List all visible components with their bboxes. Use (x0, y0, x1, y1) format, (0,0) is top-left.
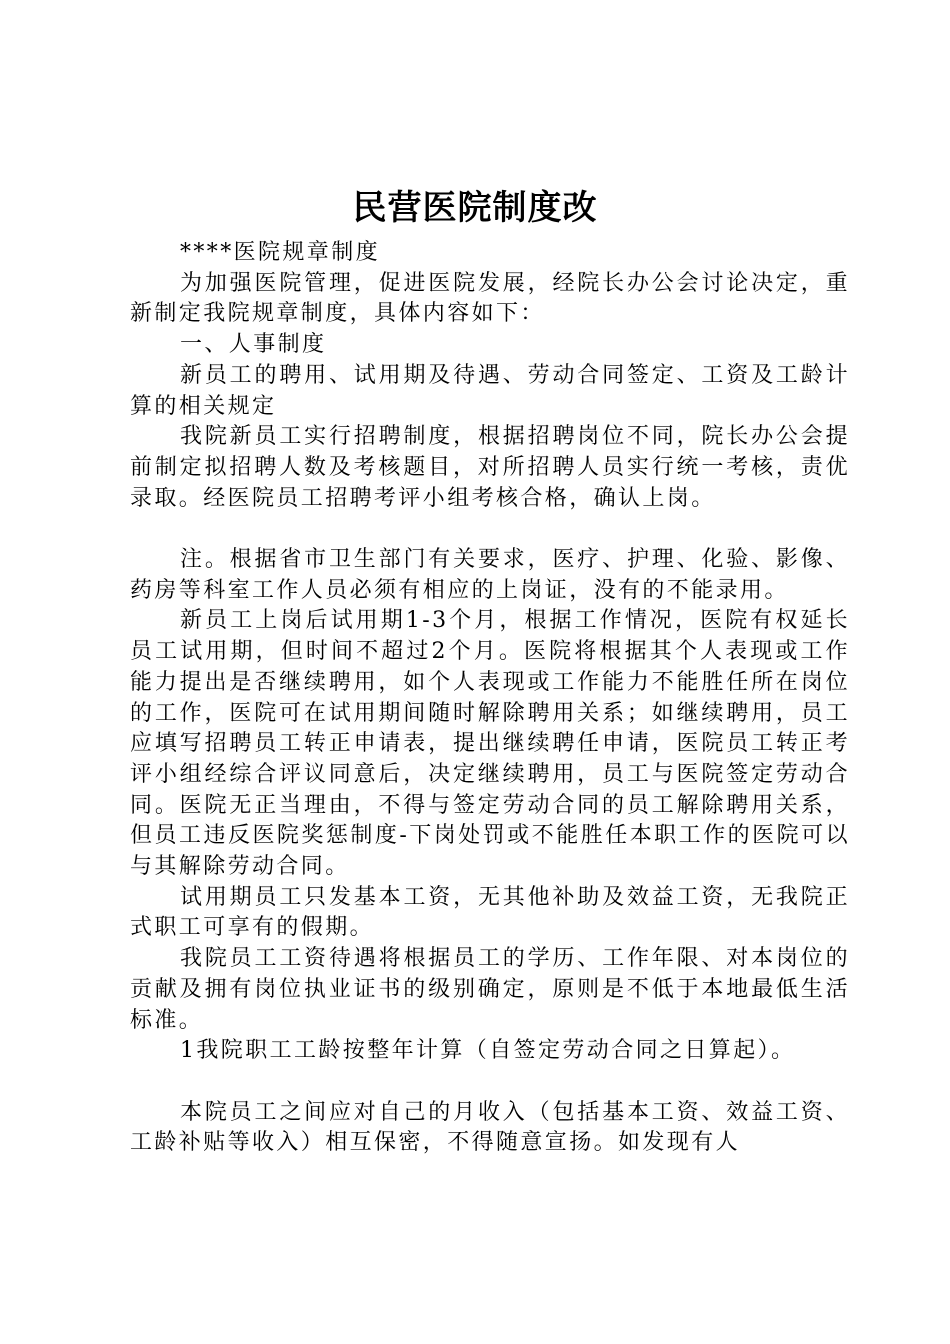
intro-paragraph: 为加强医院管理，促进医院发展，经院长办公会讨论决定，重新制定我院规章制度，具体内容如下： (130, 270, 850, 327)
body-paragraph: 我院新员工实行招聘制度，根据招聘岗位不同，院长办公会提前制定拟招聘人数及考核题目，对所招聘人员实行统一考核，责优录取。经医院员工招聘考评小组考核合格，确认上岗。 (130, 424, 850, 511)
section-heading: 一、人事制度 (180, 332, 327, 358)
subsection-heading: 新员工的聘用、试用期及待遇、劳动合同签定、工资及工龄计算的相关规定 (130, 362, 850, 419)
body-paragraph: 试用期员工只发基本工资，无其他补助及效益工资，无我院正式职工可享有的假期。 (130, 884, 850, 941)
document-body (130, 238, 850, 1159)
document-title: 民营医院制度改 (352, 188, 598, 228)
subtitle-paragraph: ****医院规章制度 (180, 240, 381, 265)
body-paragraph: 本院员工之间应对自己的月收入（包括基本工资、效益工资、工龄补贴等收入）相互保密，不得随意宣扬。如发现有人 (130, 1099, 850, 1156)
body-paragraph: 1我院职工工龄按整年计算（自签定劳动合同之日算起）。 (180, 1038, 796, 1064)
note-paragraph: 注。根据省市卫生部门有关要求，医疗、护理、化验、影像、药房等科室工作人员必须有相应的上岗证，没有的不能录用。 (130, 547, 850, 603)
body-paragraph: 我院员工工资待遇将根据员工的学历、工作年限、对本岗位的贡献及拥有岗位执业证书的级别确定，原则是不低于本地最低生活标准。 (130, 946, 850, 1033)
body-paragraph: 新员工上岗后试用期1-3个月，根据工作情况，医院有权延长员工试用期，但时间不超过2个月。医院将根据其个人表现或工作能力提出是否继续聘用，如个人表现或工作能力不能胜任所在岗位的工作，医院可在试用期间随时解除聘用关系；如继续聘用，员工应填写招聘员工转正申请表，提出继续聘任申请，医院员工转正考评小组经综合评议同意后，决定继续聘用，员工与医院签定劳动合同。医院无正当理由，不得与签定劳动合同的员工解除聘用关系，但员工违反医院奖惩制度-下岗处罚或不能胜任本职工作的医院可以与其解除劳动合同。 (130, 608, 850, 880)
